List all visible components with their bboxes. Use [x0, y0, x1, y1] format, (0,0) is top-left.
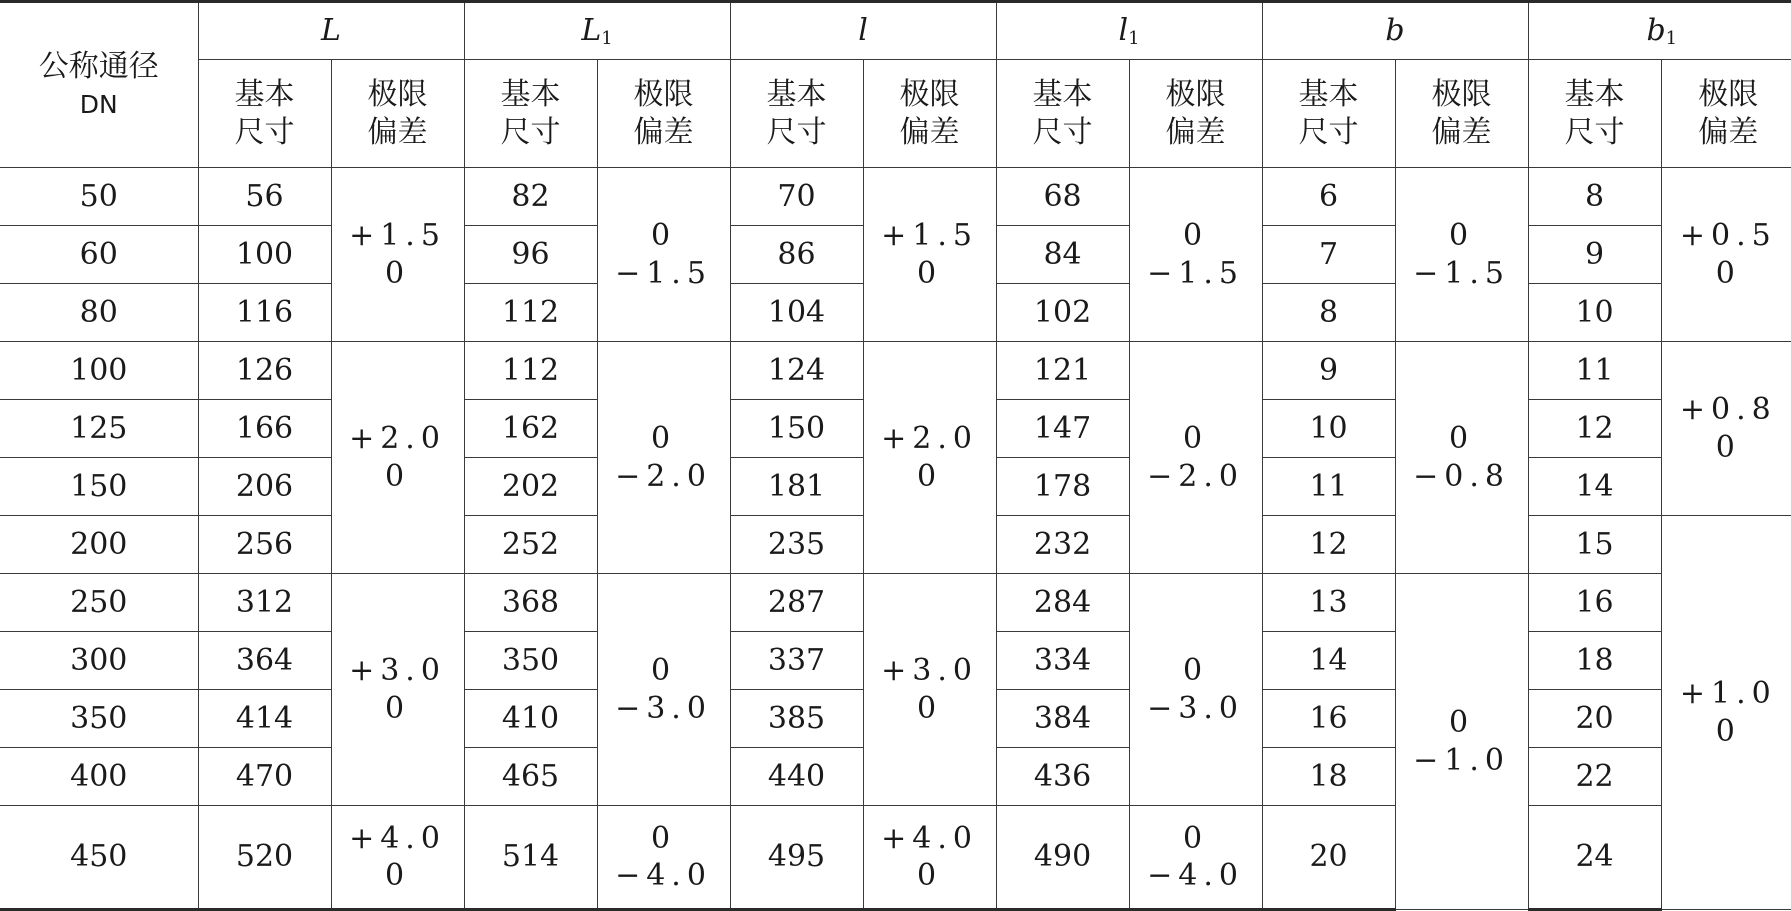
- b-basic-cell: 16: [1262, 690, 1395, 748]
- l-basic-cell: 287: [730, 574, 863, 632]
- b1-basic-cell: 20: [1528, 690, 1661, 748]
- L-tolerance-cell: +1.5 0: [331, 168, 464, 342]
- l-basic-cell: 86: [730, 226, 863, 284]
- L1-basic-cell: 82: [464, 168, 597, 226]
- L-basic-cell: 166: [198, 400, 331, 458]
- L-basic-cell: 520: [198, 806, 331, 910]
- group-header-l: l: [730, 2, 996, 60]
- b-basic-cell: 13: [1262, 574, 1395, 632]
- header-row-2: [0, 60, 1791, 168]
- L1-basic-cell: 96: [464, 226, 597, 284]
- dn-header-abbr: DN: [79, 90, 118, 119]
- l-tolerance-cell: +3.0 0: [863, 574, 996, 806]
- limit-deviation-header: 极限 偏差: [1395, 60, 1528, 168]
- header-row-1: [0, 2, 1791, 60]
- b1-basic-cell: 8: [1528, 168, 1661, 226]
- b-basic-cell: 7: [1262, 226, 1395, 284]
- group-header-L1: $L_1$: [464, 2, 730, 60]
- table-row: [0, 342, 1791, 400]
- dn-cell: 400: [0, 748, 198, 806]
- l1-basic-cell: 232: [996, 516, 1129, 574]
- l-basic-cell: 235: [730, 516, 863, 574]
- b-basic-cell: 12: [1262, 516, 1395, 574]
- L-tolerance-cell: +3.0 0: [331, 574, 464, 806]
- dn-cell: 100: [0, 342, 198, 400]
- b1-basic-cell: 15: [1528, 516, 1661, 574]
- b1-tolerance-cell: +0.8 0: [1661, 342, 1791, 516]
- group-header-l1: $l_1$: [996, 2, 1262, 60]
- b1-basic-cell: 18: [1528, 632, 1661, 690]
- L1-tolerance-cell: 0 −4.0: [597, 806, 730, 910]
- group-header-L: L: [198, 2, 464, 60]
- b1-basic-cell: 16: [1528, 574, 1661, 632]
- dn-cell: 150: [0, 458, 198, 516]
- limit-deviation-header: 极限 偏差: [863, 60, 996, 168]
- b-basic-cell: 9: [1262, 342, 1395, 400]
- dn-cell: 300: [0, 632, 198, 690]
- table-row: [0, 168, 1791, 226]
- L1-basic-cell: 252: [464, 516, 597, 574]
- l-basic-cell: 385: [730, 690, 863, 748]
- l1-tolerance-cell: 0 −4.0: [1129, 806, 1262, 910]
- dn-cell: 250: [0, 574, 198, 632]
- b-basic-cell: 6: [1262, 168, 1395, 226]
- L-basic-cell: 56: [198, 168, 331, 226]
- l-tolerance-cell: +4.0 0: [863, 806, 996, 910]
- limit-deviation-header: 极限 偏差: [597, 60, 730, 168]
- b-tolerance-cell: 0 −1.0: [1395, 574, 1528, 910]
- b1-basic-cell: 10: [1528, 284, 1661, 342]
- L-tolerance-cell: +2.0 0: [331, 342, 464, 574]
- L-basic-cell: 116: [198, 284, 331, 342]
- l1-basic-cell: 121: [996, 342, 1129, 400]
- L1-tolerance-cell: 0 −3.0: [597, 574, 730, 806]
- L1-tolerance-cell: 0 −1.5: [597, 168, 730, 342]
- dn-cell: 125: [0, 400, 198, 458]
- l1-tolerance-cell: 0 −1.5: [1129, 168, 1262, 342]
- L1-basic-cell: 202: [464, 458, 597, 516]
- table-row: [0, 574, 1791, 632]
- basic-size-header: 基本 尺寸: [996, 60, 1129, 168]
- l-tolerance-cell: +2.0 0: [863, 342, 996, 574]
- b-tolerance-cell: 0 −1.5: [1395, 168, 1528, 342]
- l-basic-cell: 124: [730, 342, 863, 400]
- L-basic-cell: 312: [198, 574, 331, 632]
- dn-cell: 80: [0, 284, 198, 342]
- b1-basic-cell: 11: [1528, 342, 1661, 400]
- L-basic-cell: 470: [198, 748, 331, 806]
- l-basic-cell: 181: [730, 458, 863, 516]
- dn-cell: 450: [0, 806, 198, 910]
- dn-cell: 200: [0, 516, 198, 574]
- b1-tolerance-cell: +0.5 0: [1661, 168, 1791, 342]
- basic-size-header: 基本 尺寸: [730, 60, 863, 168]
- l-basic-cell: 337: [730, 632, 863, 690]
- limit-deviation-header: 极限 偏差: [1129, 60, 1262, 168]
- b1-basic-cell: 22: [1528, 748, 1661, 806]
- l1-basic-cell: 284: [996, 574, 1129, 632]
- l-basic-cell: 104: [730, 284, 863, 342]
- L1-basic-cell: 410: [464, 690, 597, 748]
- L1-basic-cell: 514: [464, 806, 597, 910]
- group-header-b: b: [1262, 2, 1528, 60]
- L-basic-cell: 100: [198, 226, 331, 284]
- group-header-b1: $b_1$: [1528, 2, 1791, 60]
- L1-basic-cell: 368: [464, 574, 597, 632]
- l-basic-cell: 495: [730, 806, 863, 910]
- l-basic-cell: 150: [730, 400, 863, 458]
- dn-cell: 350: [0, 690, 198, 748]
- L1-basic-cell: 465: [464, 748, 597, 806]
- limit-deviation-header: 极限 偏差: [331, 60, 464, 168]
- L1-basic-cell: 350: [464, 632, 597, 690]
- basic-size-header: 基本 尺寸: [198, 60, 331, 168]
- l1-tolerance-cell: 0 −2.0: [1129, 342, 1262, 574]
- basic-size-header: 基本 尺寸: [464, 60, 597, 168]
- l-tolerance-cell: +1.5 0: [863, 168, 996, 342]
- l1-basic-cell: 334: [996, 632, 1129, 690]
- dn-header: [0, 2, 198, 168]
- b-basic-cell: 20: [1262, 806, 1395, 910]
- l1-basic-cell: 384: [996, 690, 1129, 748]
- b1-tolerance-cell: +1.0 0: [1661, 516, 1791, 910]
- L-basic-cell: 364: [198, 632, 331, 690]
- l1-basic-cell: 68: [996, 168, 1129, 226]
- L1-tolerance-cell: 0 −2.0: [597, 342, 730, 574]
- b-basic-cell: 14: [1262, 632, 1395, 690]
- l-basic-cell: 70: [730, 168, 863, 226]
- L-basic-cell: 256: [198, 516, 331, 574]
- l1-basic-cell: 490: [996, 806, 1129, 910]
- b-basic-cell: 10: [1262, 400, 1395, 458]
- dn-header-label: 公称通径: [38, 48, 159, 84]
- b-tolerance-cell: 0 −0.8: [1395, 342, 1528, 574]
- l1-basic-cell: 84: [996, 226, 1129, 284]
- L-basic-cell: 126: [198, 342, 331, 400]
- L1-basic-cell: 112: [464, 342, 597, 400]
- L-tolerance-cell: +4.0 0: [331, 806, 464, 910]
- b1-basic-cell: 24: [1528, 806, 1661, 910]
- L-basic-cell: 414: [198, 690, 331, 748]
- dn-cell: 60: [0, 226, 198, 284]
- limit-deviation-header: 极限 偏差: [1661, 60, 1791, 168]
- L1-basic-cell: 112: [464, 284, 597, 342]
- b1-basic-cell: 14: [1528, 458, 1661, 516]
- b1-basic-cell: 9: [1528, 226, 1661, 284]
- l1-basic-cell: 102: [996, 284, 1129, 342]
- b-basic-cell: 11: [1262, 458, 1395, 516]
- l-basic-cell: 440: [730, 748, 863, 806]
- b1-basic-cell: 12: [1528, 400, 1661, 458]
- b-basic-cell: 18: [1262, 748, 1395, 806]
- l1-basic-cell: 147: [996, 400, 1129, 458]
- l1-tolerance-cell: 0 −3.0: [1129, 574, 1262, 806]
- L-basic-cell: 206: [198, 458, 331, 516]
- dn-cell: 50: [0, 168, 198, 226]
- basic-size-header: 基本 尺寸: [1528, 60, 1661, 168]
- l1-basic-cell: 436: [996, 748, 1129, 806]
- basic-size-header: 基本 尺寸: [1262, 60, 1395, 168]
- L1-basic-cell: 162: [464, 400, 597, 458]
- l1-basic-cell: 178: [996, 458, 1129, 516]
- b-basic-cell: 8: [1262, 284, 1395, 342]
